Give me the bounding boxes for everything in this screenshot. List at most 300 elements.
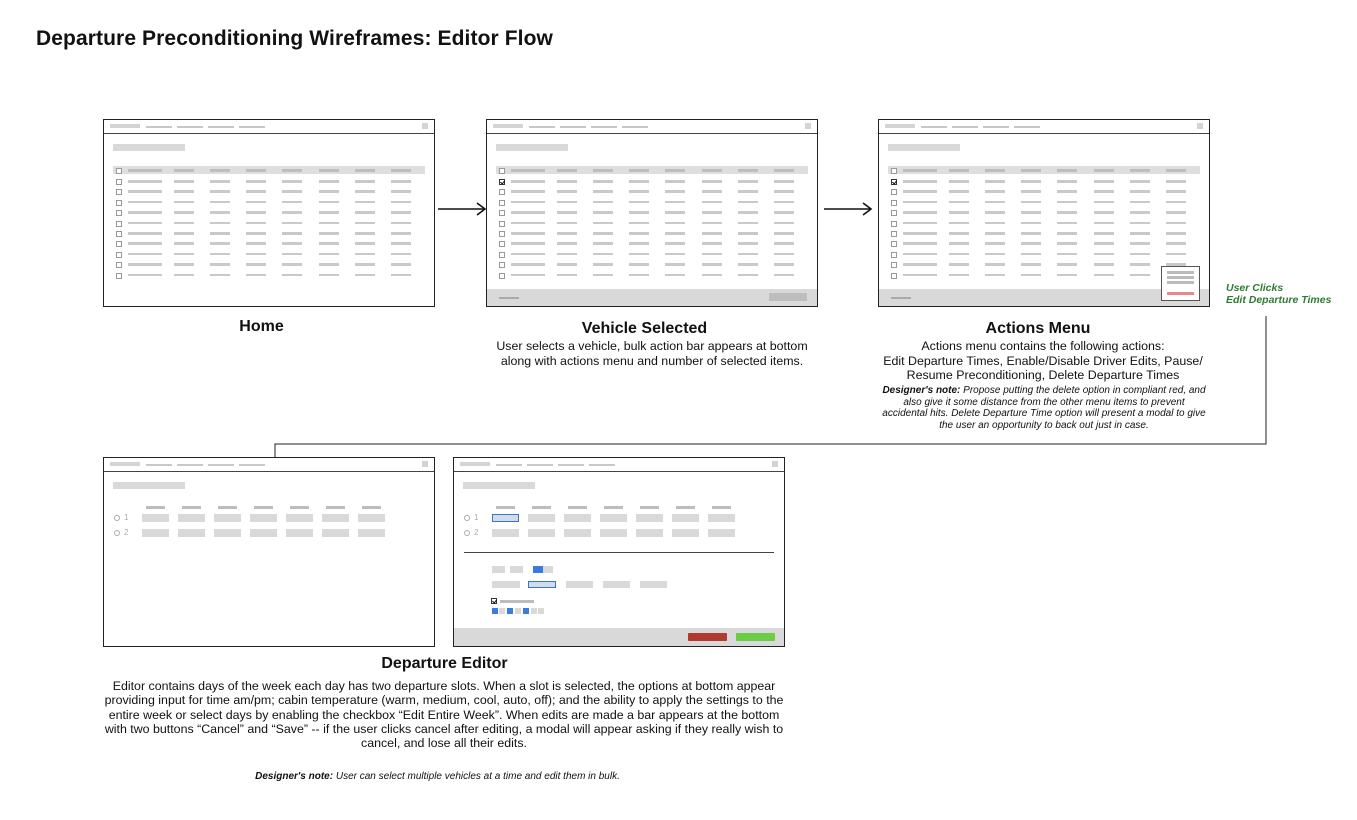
wf-table-cell bbox=[774, 222, 794, 225]
vehicle-selected-text-2: along with actions menu and number of selected items. bbox=[500, 353, 804, 368]
wf-table-cell bbox=[391, 180, 411, 183]
wf-table-cell bbox=[1166, 180, 1186, 183]
wf-header-cell bbox=[903, 169, 937, 172]
wf-table-cell bbox=[210, 242, 230, 245]
wf-table-cell bbox=[738, 211, 758, 214]
wf-table-cell bbox=[246, 190, 266, 193]
wf-nav-item bbox=[952, 126, 978, 128]
wf-save-button bbox=[736, 633, 775, 641]
wf-header-cell bbox=[985, 169, 1005, 172]
wf-header-cell bbox=[391, 169, 411, 172]
editor-text-3: entire week or select days by enabling the checkbox “Edit Entire Week”. When edits are made a bar appears at the bottom bbox=[108, 707, 780, 722]
vehicle-selected-wireframe bbox=[486, 119, 818, 307]
wf-table-cell bbox=[629, 242, 649, 245]
wf-table-cell bbox=[1094, 242, 1114, 245]
wf-nav-item bbox=[208, 464, 234, 466]
wf-day-toggle bbox=[538, 608, 544, 614]
vehicle-selected-description bbox=[466, 339, 838, 368]
wf-table-cell bbox=[702, 242, 722, 245]
wf-table-cell bbox=[1021, 201, 1041, 204]
wf-table-cell bbox=[949, 242, 969, 245]
wf-table-cell bbox=[1130, 190, 1150, 193]
wf-table-cell bbox=[319, 201, 339, 204]
wf-departure-slot bbox=[178, 529, 205, 537]
wf-nav-item bbox=[177, 464, 203, 466]
wf-table-cell bbox=[174, 263, 194, 266]
wf-nav-item bbox=[208, 126, 234, 128]
wf-table-cell bbox=[903, 201, 937, 204]
wf-table-cell bbox=[774, 253, 794, 256]
wf-table-cell bbox=[903, 253, 937, 256]
wf-table-cell bbox=[174, 274, 194, 277]
wf-table-cell bbox=[174, 201, 194, 204]
wf-table-cell bbox=[1130, 242, 1150, 245]
wf-slot-number: 1 bbox=[474, 513, 479, 522]
wf-table-cell bbox=[903, 274, 937, 277]
wf-table-cell bbox=[1021, 253, 1041, 256]
wf-table-cell bbox=[282, 201, 302, 204]
wf-day-toggle bbox=[507, 608, 513, 614]
wf-row-checkbox bbox=[116, 221, 122, 227]
wf-pm-toggle bbox=[543, 566, 553, 573]
wf-table-cell bbox=[949, 211, 969, 214]
wf-table-cell bbox=[210, 211, 230, 214]
wf-table-cell bbox=[774, 190, 794, 193]
wf-departure-slot bbox=[214, 529, 241, 537]
wf-day-header bbox=[362, 506, 381, 509]
wf-table-cell bbox=[985, 222, 1005, 225]
wf-table-cell bbox=[319, 232, 339, 235]
wf-table-cell bbox=[702, 263, 722, 266]
wf-table-cell bbox=[355, 242, 375, 245]
wf-selected-count bbox=[499, 297, 519, 299]
wf-table-cell bbox=[210, 222, 230, 225]
wf-table-cell bbox=[665, 232, 685, 235]
wf-table-cell bbox=[210, 232, 230, 235]
wf-table-cell bbox=[593, 242, 613, 245]
wf-nav-item bbox=[560, 126, 586, 128]
wf-header-cell bbox=[665, 169, 685, 172]
wf-table-cell bbox=[702, 190, 722, 193]
clock-icon bbox=[464, 530, 470, 536]
wf-departure-slot bbox=[636, 529, 663, 537]
wf-table-cell bbox=[1021, 242, 1041, 245]
wf-edit-week-label bbox=[500, 600, 534, 603]
wf-table-cell bbox=[949, 190, 969, 193]
actions-menu-title: Actions Menu bbox=[985, 320, 1091, 337]
wf-temp-option bbox=[492, 581, 520, 588]
wf-row-checkbox bbox=[891, 241, 897, 247]
wf-window-button bbox=[772, 461, 778, 467]
wf-table-cell bbox=[774, 232, 794, 235]
wf-table-cell bbox=[985, 211, 1005, 214]
wf-table-cell bbox=[1130, 232, 1150, 235]
wf-table-cell bbox=[1021, 222, 1041, 225]
wf-table-cell bbox=[210, 274, 230, 277]
wf-table-cell bbox=[1057, 201, 1077, 204]
wf-table-cell bbox=[282, 222, 302, 225]
wf-temp-option-selected bbox=[528, 581, 556, 588]
wf-table-cell bbox=[355, 222, 375, 225]
wf-header-cell bbox=[1021, 169, 1041, 172]
wf-table-cell bbox=[629, 190, 649, 193]
wf-table-cell bbox=[282, 190, 302, 193]
wf-table-cell bbox=[174, 190, 194, 193]
wf-table-cell bbox=[738, 190, 758, 193]
wf-table-cell bbox=[903, 222, 937, 225]
wf-header-cell bbox=[282, 169, 302, 172]
wf-table-cell bbox=[511, 211, 545, 214]
wf-table-cell bbox=[557, 253, 577, 256]
wf-day-toggle bbox=[531, 608, 537, 614]
wf-table-cell bbox=[210, 263, 230, 266]
wf-table-cell bbox=[1166, 222, 1186, 225]
wf-table-cell bbox=[355, 253, 375, 256]
wf-table-cell bbox=[1094, 232, 1114, 235]
wf-departure-slot bbox=[142, 529, 169, 537]
wf-table-cell bbox=[174, 253, 194, 256]
wf-table-cell bbox=[246, 232, 266, 235]
wf-table-cell bbox=[355, 180, 375, 183]
wf-table-cell bbox=[282, 263, 302, 266]
wf-table-cell bbox=[774, 263, 794, 266]
wf-row-checkbox bbox=[116, 252, 122, 258]
wf-row-checkbox bbox=[499, 262, 505, 268]
wf-table-cell bbox=[903, 263, 937, 266]
wf-table-cell bbox=[282, 180, 302, 183]
actions-menu-wireframe bbox=[878, 119, 1210, 307]
wf-menu-item bbox=[1167, 281, 1194, 284]
wf-table-cell bbox=[738, 274, 758, 277]
wf-table-cell bbox=[985, 253, 1005, 256]
wf-day-header bbox=[604, 506, 623, 509]
wf-table-cell bbox=[174, 222, 194, 225]
wf-window-button bbox=[422, 123, 428, 129]
wf-table-cell bbox=[246, 180, 266, 183]
wf-header-cell bbox=[702, 169, 722, 172]
wf-table-cell bbox=[665, 211, 685, 214]
wf-day-header bbox=[568, 506, 587, 509]
wf-nav-item bbox=[1014, 126, 1040, 128]
wf-table-cell bbox=[1057, 222, 1077, 225]
wf-logo bbox=[460, 462, 490, 466]
wf-day-header bbox=[254, 506, 273, 509]
wf-departure-slot bbox=[564, 514, 591, 522]
wf-table-cell bbox=[903, 232, 937, 235]
wf-table-cell bbox=[1094, 222, 1114, 225]
editor-text-5: cancel, and lose all their edits. bbox=[361, 736, 527, 751]
wf-table-cell bbox=[702, 232, 722, 235]
wf-table-cell bbox=[282, 253, 302, 256]
wf-table-cell bbox=[903, 211, 937, 214]
wf-table-cell bbox=[593, 211, 613, 214]
wf-table-cell bbox=[949, 232, 969, 235]
wf-table-cell bbox=[774, 242, 794, 245]
wf-day-toggle bbox=[515, 608, 521, 614]
wf-table-cell bbox=[1130, 263, 1150, 266]
wf-table-cell bbox=[665, 222, 685, 225]
wf-table-cell bbox=[774, 211, 794, 214]
wf-table-cell bbox=[128, 190, 162, 193]
wf-day-header bbox=[712, 506, 731, 509]
wf-row-checkbox bbox=[891, 262, 897, 268]
actions-note-3: accidental hits. Delete Departure Time option will present a modal to give bbox=[882, 408, 1206, 420]
wf-table-cell bbox=[210, 190, 230, 193]
wf-table-cell bbox=[1021, 232, 1041, 235]
wf-table-cell bbox=[511, 274, 545, 277]
wf-row-checkbox bbox=[499, 241, 505, 247]
wf-table-cell bbox=[738, 180, 758, 183]
wf-header-cell bbox=[174, 169, 194, 172]
wf-table-cell bbox=[391, 201, 411, 204]
wf-header-cell bbox=[1166, 169, 1186, 172]
wf-table-cell bbox=[665, 180, 685, 183]
wf-header-cell bbox=[774, 169, 794, 172]
wf-table-cell bbox=[665, 253, 685, 256]
wf-nav-item bbox=[558, 464, 584, 466]
wf-header-cell bbox=[319, 169, 339, 172]
wf-header-cell bbox=[949, 169, 969, 172]
wf-day-header bbox=[182, 506, 201, 509]
wf-row-checkbox bbox=[891, 189, 897, 195]
clock-icon bbox=[114, 515, 120, 521]
wf-table-cell bbox=[665, 201, 685, 204]
wf-table-cell bbox=[246, 253, 266, 256]
wf-day-header bbox=[326, 506, 345, 509]
wf-table-cell bbox=[557, 263, 577, 266]
wf-table-cell bbox=[174, 180, 194, 183]
arrow-home-to-vehicle bbox=[436, 200, 490, 218]
wf-table-cell bbox=[949, 222, 969, 225]
wf-table-cell bbox=[738, 232, 758, 235]
wf-nav-item bbox=[589, 464, 615, 466]
wf-nav-item bbox=[177, 126, 203, 128]
wf-row-checkbox bbox=[116, 210, 122, 216]
wf-page-title bbox=[113, 482, 185, 489]
wf-table-cell bbox=[985, 180, 1005, 183]
wf-table-cell bbox=[511, 201, 545, 204]
wf-table-cell bbox=[174, 211, 194, 214]
wf-row-checkbox bbox=[116, 189, 122, 195]
wf-logo bbox=[493, 124, 523, 128]
wf-nav-item bbox=[146, 464, 172, 466]
wf-time-minute bbox=[510, 566, 523, 573]
checkmark-icon bbox=[492, 598, 497, 603]
actions-note-label: Designer's note: bbox=[882, 385, 961, 396]
wf-departure-slot bbox=[142, 514, 169, 522]
actions-note-1: Propose putting the delete option in compliant red, and bbox=[963, 385, 1206, 396]
wf-table-cell bbox=[593, 232, 613, 235]
checkmark-icon bbox=[892, 179, 897, 184]
clock-icon bbox=[114, 530, 120, 536]
wf-table-cell bbox=[246, 201, 266, 204]
wf-table-cell bbox=[210, 253, 230, 256]
wf-menu-item-delete bbox=[1167, 292, 1194, 295]
wf-table-cell bbox=[665, 274, 685, 277]
wf-divider bbox=[464, 552, 774, 553]
wf-table-cell bbox=[511, 242, 545, 245]
editor-text-2: providing input for time am/pm; cabin temperature (warm, medium, cool, auto, off); and the ability to apply the settings to the bbox=[104, 693, 784, 708]
wf-departure-slot bbox=[708, 514, 735, 522]
wf-departure-slot bbox=[600, 514, 627, 522]
wf-nav-item bbox=[239, 464, 265, 466]
wf-header-cell bbox=[246, 169, 266, 172]
wf-header-cell bbox=[355, 169, 375, 172]
wf-table-cell bbox=[629, 232, 649, 235]
arrow-vehicle-to-actions bbox=[822, 200, 876, 218]
wf-table-cell bbox=[391, 274, 411, 277]
wf-table-cell bbox=[391, 190, 411, 193]
page-title: Departure Preconditioning Wireframes: Editor Flow bbox=[36, 27, 553, 50]
wf-day-toggle bbox=[523, 608, 529, 614]
wf-table-cell bbox=[1094, 274, 1114, 277]
wf-table-cell bbox=[557, 242, 577, 245]
wf-day-header bbox=[146, 506, 165, 509]
wf-departure-slot bbox=[250, 514, 277, 522]
wf-table-cell bbox=[593, 222, 613, 225]
wf-table-cell bbox=[246, 242, 266, 245]
wf-table-cell bbox=[557, 274, 577, 277]
wf-menu-item bbox=[1167, 271, 1194, 274]
wf-table-cell bbox=[1094, 263, 1114, 266]
wf-header-cell bbox=[557, 169, 577, 172]
wf-table-cell bbox=[319, 263, 339, 266]
wf-table-cell bbox=[738, 222, 758, 225]
wf-day-toggle bbox=[492, 608, 498, 614]
wf-table-cell bbox=[557, 201, 577, 204]
wf-nav-item bbox=[527, 464, 553, 466]
wf-table-cell bbox=[282, 274, 302, 277]
wf-table-cell bbox=[174, 242, 194, 245]
wf-table-cell bbox=[128, 211, 162, 214]
wf-header-cell bbox=[629, 169, 649, 172]
wf-table-cell bbox=[1021, 190, 1041, 193]
wf-table-cell bbox=[1057, 274, 1077, 277]
wf-slot-number: 2 bbox=[474, 528, 479, 537]
wf-header-cell bbox=[1094, 169, 1114, 172]
wf-table-cell bbox=[985, 232, 1005, 235]
wf-table-cell bbox=[557, 232, 577, 235]
wf-table-cell bbox=[629, 253, 649, 256]
wf-table-cell bbox=[702, 180, 722, 183]
wf-departure-slot bbox=[322, 514, 349, 522]
wf-am-toggle bbox=[533, 566, 543, 573]
wf-table-cell bbox=[128, 201, 162, 204]
wf-table-cell bbox=[949, 274, 969, 277]
wf-table-cell bbox=[355, 274, 375, 277]
user-clicks-line-1: User Clicks bbox=[1226, 282, 1284, 294]
wf-table-cell bbox=[1094, 211, 1114, 214]
wf-row-checkbox bbox=[499, 231, 505, 237]
wf-table-cell bbox=[282, 242, 302, 245]
wf-departure-slot bbox=[564, 529, 591, 537]
wf-table-cell bbox=[246, 263, 266, 266]
wf-table-cell bbox=[629, 180, 649, 183]
wf-window-button bbox=[805, 123, 811, 129]
actions-menu-designer-note bbox=[868, 385, 1220, 431]
wf-header-cell bbox=[128, 169, 162, 172]
wf-table-cell bbox=[210, 180, 230, 183]
wf-departure-slot bbox=[286, 529, 313, 537]
vehicle-selected-title: Vehicle Selected bbox=[581, 320, 708, 337]
departure-editor-selected-wireframe bbox=[453, 457, 785, 647]
wf-table-cell bbox=[1057, 253, 1077, 256]
wf-departure-slot bbox=[636, 514, 663, 522]
wf-row-checkbox bbox=[499, 200, 505, 206]
wf-table-cell bbox=[738, 263, 758, 266]
wf-nav-item bbox=[921, 126, 947, 128]
wf-table-cell bbox=[355, 232, 375, 235]
wf-table-cell bbox=[738, 242, 758, 245]
departure-editor-designer-note bbox=[200, 771, 675, 783]
wf-row-checkbox bbox=[116, 231, 122, 237]
wf-day-header bbox=[290, 506, 309, 509]
wf-table-cell bbox=[903, 180, 937, 183]
wf-table-cell bbox=[319, 242, 339, 245]
actions-note-2: also give it some distance from the other menu items to prevent bbox=[903, 396, 1185, 408]
wf-table-cell bbox=[629, 211, 649, 214]
wf-table-cell bbox=[1057, 232, 1077, 235]
wf-table-cell bbox=[903, 242, 937, 245]
wf-departure-slot bbox=[492, 529, 519, 537]
wf-table-cell bbox=[246, 211, 266, 214]
wf-table-cell bbox=[319, 274, 339, 277]
wf-day-header bbox=[532, 506, 551, 509]
wf-temp-option bbox=[566, 581, 593, 588]
wf-table-cell bbox=[391, 242, 411, 245]
wf-table-cell bbox=[1166, 242, 1186, 245]
wf-slot-number: 1 bbox=[124, 513, 129, 522]
wf-checkbox bbox=[891, 168, 897, 174]
wf-table-cell bbox=[1130, 274, 1150, 277]
departure-editor-description bbox=[96, 679, 792, 750]
wf-menu-item bbox=[1167, 276, 1194, 279]
wf-row-checkbox bbox=[116, 273, 122, 279]
wf-departure-slot bbox=[286, 514, 313, 522]
wf-table-cell bbox=[319, 211, 339, 214]
wf-table-cell bbox=[774, 180, 794, 183]
wf-table-cell bbox=[128, 253, 162, 256]
wf-table-cell bbox=[319, 222, 339, 225]
wf-header-cell bbox=[738, 169, 758, 172]
departure-editor-title: Departure Editor bbox=[381, 655, 508, 672]
wf-table-cell bbox=[355, 190, 375, 193]
wf-day-header bbox=[218, 506, 237, 509]
wf-edit-week-checkbox bbox=[491, 598, 497, 604]
wf-departure-slot bbox=[178, 514, 205, 522]
wf-header-cell bbox=[1130, 169, 1150, 172]
wf-checkbox bbox=[116, 168, 122, 174]
wf-departure-slot bbox=[528, 514, 555, 522]
wf-page-title bbox=[113, 144, 185, 151]
wf-table-cell bbox=[738, 253, 758, 256]
wf-nav-item bbox=[239, 126, 265, 128]
wf-day-header bbox=[640, 506, 659, 509]
wf-row-checkbox bbox=[891, 231, 897, 237]
wf-table-cell bbox=[949, 253, 969, 256]
wf-table-cell bbox=[391, 211, 411, 214]
wf-row-checkbox bbox=[891, 210, 897, 216]
wf-table-cell bbox=[629, 274, 649, 277]
wf-table-cell bbox=[128, 274, 162, 277]
wf-row-checkbox bbox=[891, 252, 897, 258]
vehicle-selected-text-1: User selects a vehicle, bulk action bar appears at bottom bbox=[496, 339, 808, 353]
wf-table-cell bbox=[593, 190, 613, 193]
wf-nav-item bbox=[529, 126, 555, 128]
wf-page-title bbox=[496, 144, 568, 151]
wf-table-cell bbox=[128, 263, 162, 266]
wf-table-cell bbox=[1057, 242, 1077, 245]
